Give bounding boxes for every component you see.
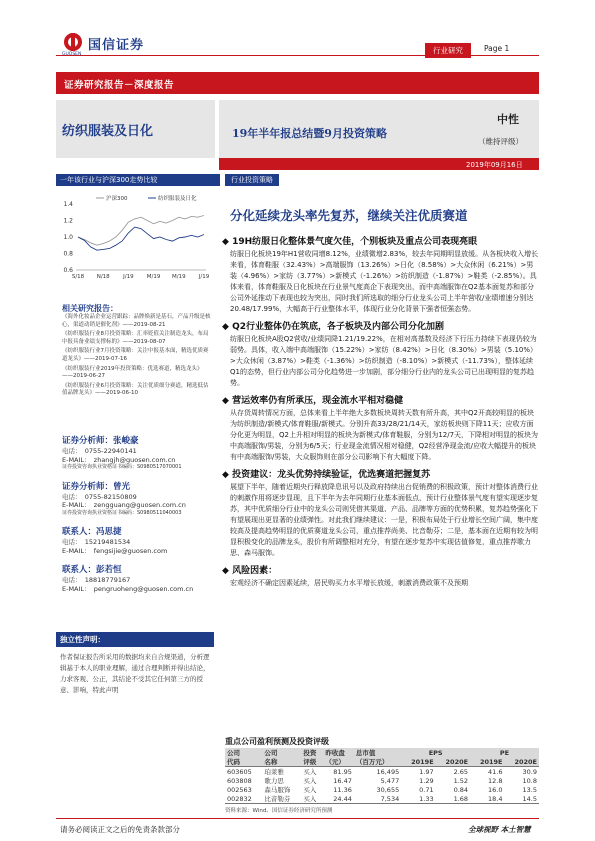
table-cell: 16.47: [333, 776, 352, 785]
related-title: 相关研究报告：: [62, 304, 118, 313]
table-header: 名称: [264, 758, 278, 766]
table-cell: 歌力思: [264, 777, 284, 785]
analyst-name: 彭若恒: [96, 565, 122, 576]
analyst-role: 联系人：: [62, 527, 97, 538]
report-date: 2019年09月16日: [466, 161, 523, 169]
x-tick-label: M/19: [171, 274, 186, 280]
table-cell: 珀莱雅: [264, 768, 284, 776]
section-para: 从存货周转情况方面，总体来看上半年绝大多数板块周转天数有所升高，其中Q2开高较明显的板块为纺织制造/新模式/体育鞋服/新模式。分别升高33/28/21/14天，家纺板块则下降11天；应收方面分化更为明显，Q2上升相对明显的板块为新模式/体育鞋服，分别为12/7天，下降相对明显的板块为中高端服饰/男装，分别为6/5天；行业现金流情况相对稳健，Q2经营净现金流/应收大幅提升的板块有中高端服饰/男装，大众服饰则在部分公司影响下有大幅度下降。: [230, 409, 539, 461]
trend-chart: [56, 190, 216, 285]
table-header: 总市值: [355, 749, 376, 757]
table-cell: 18.4: [488, 794, 503, 803]
legend-label: 沪深300: [106, 196, 128, 202]
table-title: 重点公司盈利预测及投资评级: [225, 737, 329, 746]
table-cell: 30.9: [522, 767, 537, 776]
related-item: 《纺织服装行业7月投资策略：关注中报基本面，精选优质赛道龙头》——2019-07-16: [62, 348, 209, 362]
report-title: 19年半年报总结暨9月投资策略: [232, 127, 387, 140]
table-header: 昨收盘: [325, 749, 345, 757]
related-item: 《纺织服装行业2019年投资策略：优选赛道，精选龙头》——2019-06-27: [62, 365, 203, 380]
x-tick-label: S/18: [71, 274, 85, 280]
analyst-phone: 电话： 0755-82150809: [62, 492, 137, 501]
y-tick-label: 1.4: [63, 201, 73, 208]
table-cell: 2.65: [453, 767, 469, 776]
table-cell: 5,477: [380, 776, 400, 785]
table-cell: 41.6: [488, 767, 503, 776]
sector-name: 纺织服装及日化: [62, 124, 154, 139]
analyst-phone: 电话： 0755-22940141: [62, 447, 137, 455]
table-source: 资料来源：Wind、国信证券经济研究所预测: [225, 808, 333, 814]
logo-text: 国信证券: [88, 38, 145, 53]
table-cell: 1.33: [419, 794, 434, 803]
analyst-block: [62, 428, 214, 472]
table-cell: 14.5: [522, 794, 537, 803]
series-title: 证券研究报告－深度报告: [64, 80, 175, 91]
analyst-phone: 电话： 18818779167: [62, 576, 131, 585]
footer-left: 请务必阅读正文之后的免责条款部分: [60, 825, 180, 834]
table-header: 代码: [227, 758, 240, 766]
table-header: EPS: [428, 748, 443, 757]
table-row: [225, 776, 539, 785]
section-heading: 营运效率仍有所承压，现金流水平相对稳健: [232, 396, 404, 406]
analyst-email[interactable]: E-MAIL： pengruoheng@guosen.com.cn: [62, 584, 194, 593]
analyst-phone: 电话： 15219481534: [62, 538, 131, 547]
tag: 行业投资策略: [225, 174, 279, 186]
chart-title: 一年该行业与沪深300走势比较: [56, 174, 220, 186]
header-rule: [56, 55, 539, 56]
headline: 分化延续龙头率先复苏，继续关注优质赛道: [230, 208, 468, 223]
footer-right: 全球视野 本土智慧: [468, 825, 531, 834]
table-header: PE: [499, 748, 510, 757]
table-header: 公司: [227, 749, 240, 757]
analyst-role: 联系人：: [62, 565, 97, 576]
forecast-table-wrap: [225, 736, 539, 814]
related-list: [62, 314, 212, 398]
related-item: 《纺织服装行业8月投资策略：汇率贬值关注制造龙头，布局中报具备业绩支撑标的》——2019-08-07: [62, 331, 209, 345]
section-heading: 风险因素：: [232, 566, 278, 576]
analyst-email[interactable]: E-MAIL： zengguang@guosen.com.cn: [62, 501, 186, 510]
table-cell: 002832: [227, 794, 252, 803]
bullet-icon: ◆: [222, 396, 233, 406]
forecast-table: [225, 748, 539, 804]
related-item: 《海外化妆品企业运营跟踪：品牌焕新是基石，产品升级是核心，渠道动销是催化剂》——2019-08-21: [62, 314, 211, 328]
table-cell: 603605: [227, 767, 252, 776]
table-cell: 1.52: [453, 776, 469, 785]
table-cell: 002563: [227, 785, 252, 794]
analyst-email[interactable]: E-MAIL： zhangjh@guosen.com.cn: [62, 455, 176, 464]
series-line: [78, 216, 204, 246]
section: [222, 393, 540, 463]
table-cell: 81.95: [333, 767, 352, 776]
bullet-icon: ◆: [222, 322, 233, 332]
table-row: [225, 785, 539, 794]
table-cell: 16.0: [488, 785, 503, 794]
bullet-icon: ◆: [222, 470, 233, 480]
logo: [62, 32, 84, 52]
analyst-cert: 证券投资咨询执业资格证书编码：S0980517070001: [62, 464, 182, 470]
series-line: [78, 227, 204, 250]
table-cell: 13.5: [522, 785, 537, 794]
table-cell: 10.8: [522, 776, 537, 785]
section-para: 纺服日化板块19年H1营收同增8.12%，业绩微增2.83%，较去年同期明显放缓。从各板块收入增长来看，体育鞋服（32.43%）>高端服饰（13.26%）>日化（8.58%）>大众休闲（6.21%）>男装（4.96%）>家纺（3.77%）>新模式（-1.26%）>纺织制造（-1.87%）>鞋类（-2.85%）。具体来看，体育鞋服及日化板块在行业景气度高企下表现突出，而中高端服饰在Q2基本面复苏和部分公司外延推动下表现也较为突出，同时我们所选取的细分行业龙头公司上半年营收/业绩增速分别达20.48/17.99%，大幅高于行业整体水平，体现行业分化背景下强者恒强态势。: [230, 250, 539, 313]
y-tick-label: 0.8: [63, 250, 73, 258]
section-heading: Q2行业整体仍在筑底，各子板块及内部公司分化加剧: [232, 322, 444, 332]
table-cell: 0.71: [419, 785, 434, 794]
table-cell: 603808: [227, 776, 252, 785]
legend-label: 纺织服装及日化: [158, 196, 197, 202]
analyst-list: [62, 428, 214, 593]
table-cell: 买入: [303, 786, 317, 794]
analyst-role: 证券分析师：: [62, 436, 114, 446]
analyst-block: [62, 474, 214, 518]
table-cell: 24.44: [333, 794, 352, 803]
table-row: [225, 794, 539, 804]
section: [222, 319, 540, 389]
table-cell: 12.8: [488, 776, 503, 785]
section-para: 展望下半年，随着近期央行释放降息讯号以及政府持续出台促销费的积极政策，预计对整体消费行业的刺激作用将逐步显现，且下半年为去年同期行业基本面低点，预计行业整体景气度有望实现逐步复苏，其中优质细分行业中的龙头公司则凭借其渠道、产品、品牌等方面的优势积累，复苏趋势强化下有望展现出更显著的业绩弹性。对此我们继续建议：一是，积极布局处于行业增长空间广阔，集中度较高及提高趋势明显的优质赛道龙头公司，重点推荐尚美、比音勒芬；二是，基本面在近期有较为明显积极变化的品牌龙头，股价有所调整相对充分，有望在逐步复苏中实现估值修复，重点推荐歌力思、森马服饰。: [230, 483, 538, 557]
disclaimer-title: 独立性声明：: [56, 632, 214, 647]
table-cell: 森马服饰: [264, 786, 291, 794]
rating: 中性: [497, 113, 519, 126]
analyst-cert: 证券投资咨询执业资格证书编码：S0980511040003: [62, 509, 182, 516]
x-tick-label: J/19: [198, 274, 210, 280]
table-cell: 比音勒芬: [264, 795, 291, 803]
table-cell: 0.84: [453, 785, 469, 794]
table-header: 评级: [303, 758, 317, 766]
analyst-name: 张峻豪: [113, 436, 139, 446]
y-tick-label: 1.2: [63, 217, 73, 225]
table-cell: 7,534: [380, 794, 400, 803]
main-body: [222, 234, 540, 591]
related-item: 《纺织服装行业6月投资策略：关注优质细分赛道，精选低估值品牌龙头》——2019-06-10: [62, 382, 209, 397]
table-cell: 1.29: [419, 776, 434, 785]
analyst-name: 冯思捷: [96, 527, 122, 538]
x-tick-label: J/19: [123, 274, 134, 280]
page-label: Page 1: [484, 44, 510, 53]
analyst-block: [62, 519, 214, 555]
x-tick-label: N/18: [96, 274, 110, 280]
disclaimer-text: 作者保证报告所采用的数据均来自合规渠道，分析逻辑基于本人的职业理解，通过合理判断并得出结论，力求客观、公正，其结论不受其它任何第三方的授意、影响，特此声明: [60, 653, 210, 694]
analyst-name: 曾光: [113, 481, 131, 492]
section-para: 纺服日化板块A股Q2营收/业绩同降1.21/19.22%，在相对高基数及经济下行压力持续下表现仍较为弱势。具体，收入端中高端服饰（15.22%）>家纺（8.42%）>日化（8.30%）>男装（5.10%）>大众休闲（3.87%）>鞋类（-1.36%）>纺织制造（-8.10%）>新模式（-11.73%），整体延续Q1的态势，但行业内部公司分化趋势进一步加剧，部分细分行业内的龙头公司已出现明显的复苏趋势。: [230, 335, 537, 387]
table-cell: 16,495: [376, 767, 400, 776]
rating-note: （维持评级）: [478, 137, 523, 146]
table-header: （百万元）: [355, 758, 389, 766]
table-header: 2019E: [411, 757, 434, 766]
analyst-block: [62, 557, 214, 593]
analyst-email[interactable]: E-MAIL： fengsijie@guosen.com: [62, 546, 168, 555]
table-cell: 买入: [303, 777, 317, 785]
analyst-role: 证券分析师：: [62, 481, 114, 492]
x-tick-label: M/19: [146, 274, 161, 280]
bullet-icon: ◆: [222, 566, 233, 576]
table-cell: 买入: [303, 795, 317, 803]
section: [222, 234, 540, 315]
table-header: 2019E: [479, 757, 503, 766]
footer-rule: [56, 818, 539, 819]
section: [222, 563, 540, 589]
title-banner-gap: [215, 100, 219, 158]
table-cell: 买入: [303, 768, 317, 776]
section-heading: 投资建议：龙头优势持续验证，优选赛道把握复苏: [232, 470, 431, 480]
table-header: （元）: [325, 758, 345, 766]
y-tick-label: 0.6: [63, 267, 73, 274]
guosen-logo-icon: [62, 32, 84, 52]
section-heading: 19H纺服日化整体景气度欠佳，个别板块及重点公司表现亮眼: [232, 237, 478, 247]
table-header: 公司: [264, 749, 278, 757]
table-cell: 1.68: [453, 794, 469, 803]
section-para: 宏观经济不确定因素延续，居民购买力水平增长放缓，刺激消费政策不及预期: [230, 579, 468, 587]
table-cell: 11.36: [333, 785, 352, 794]
table-cell: 1.97: [419, 767, 434, 776]
bullet-icon: ◆: [222, 237, 233, 247]
report-type: 行业研究: [425, 43, 471, 58]
y-tick-label: 1.0: [63, 234, 73, 241]
table-header: 2020E: [514, 757, 537, 766]
section: [222, 467, 540, 559]
table-header: 2020E: [445, 757, 469, 766]
table-cell: 30,655: [376, 785, 400, 794]
table-row: [225, 767, 539, 777]
table-header: 投资: [303, 749, 317, 757]
